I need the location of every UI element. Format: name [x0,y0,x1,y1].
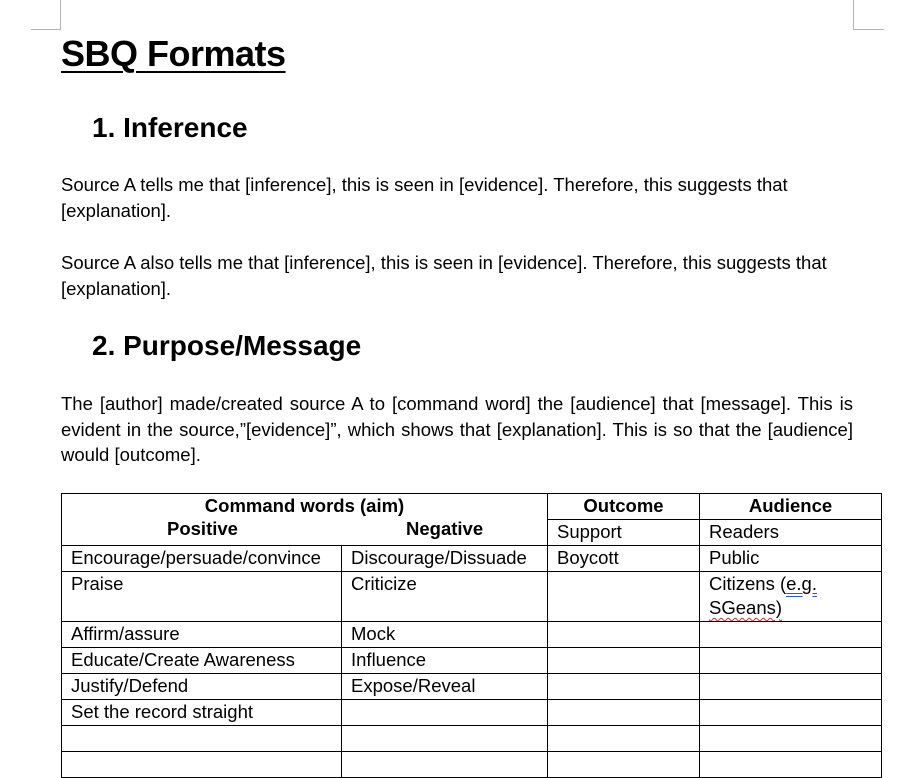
inference-paragraph-1: Source A tells me that [inference], this is seen in [evidence]. Therefore, this suggests that [explanation]. [61,174,788,221]
cell-outcome [548,572,700,622]
cell-positive: Justify/Defend [62,674,342,700]
inference-paragraph-2: Source A also tells me that [inference], this is seen in [evidence]. Therefore, this suggests that [explanation]. [61,252,827,299]
table-row [62,648,882,674]
header-positive: Positive [167,518,238,539]
table-header-row [62,494,882,520]
cell-outcome: Support [548,520,700,546]
cell-audience [700,726,882,752]
table-row [62,546,882,572]
cell-outcome [548,700,700,726]
cell-audience [700,752,882,778]
cell-outcome [548,726,700,752]
cell-negative: Criticize [342,572,548,622]
table-row [62,572,882,622]
cell-positive: Affirm/assure [62,622,342,648]
section-heading-inference: 1. Inference [92,112,248,143]
header-negative: Negative [406,518,484,539]
cell-outcome: Boycott [548,546,700,572]
cell-outcome [548,674,700,700]
cell-audience [700,572,882,622]
cell-audience [700,674,882,700]
cell-negative [342,752,548,778]
cell-outcome [548,648,700,674]
cell-positive [62,726,342,752]
cell-positive: Praise [62,572,342,622]
table-row [62,622,882,648]
cell-negative: Discourage/Dissuade [342,546,548,572]
header-command-words-label: Command words (aim) [204,495,405,516]
cell-audience [700,622,882,648]
audience-citizens-text: Citizens ( [709,573,787,594]
table-row [62,674,882,700]
cell-positive: Educate/Create Awareness [62,648,342,674]
cell-audience: Readers [700,520,882,546]
cell-negative [342,700,548,726]
cell-audience: Public [700,546,882,572]
cell-negative: Expose/Reveal [342,674,548,700]
crop-mark-top-right [853,0,884,30]
command-words-table [61,493,882,778]
audience-eg-text: e.g. [786,573,817,594]
audience-sgeans-text: SGeans) [709,597,783,618]
cell-negative: Mock [342,622,548,648]
table-row-empty [62,726,882,752]
header-command-words [62,494,548,546]
cell-audience [700,648,882,674]
cell-positive: Encourage/persuade/convince [62,546,342,572]
header-outcome: Outcome [548,494,700,520]
crop-mark-top-left [31,0,61,30]
purpose-paragraph: The [author] made/created source A to [command word] the [audience] that [message]. This is evident in the source,”[evidence]”, which shows that [explanation]. This is so that the [audience] would [outcome]. [61,393,853,465]
cell-outcome [548,752,700,778]
cell-positive: Set the record straight [62,700,342,726]
document-title: SBQ Formats [61,33,286,74]
cell-positive [62,752,342,778]
cell-negative [342,726,548,752]
section-heading-purpose-message: 2. Purpose/Message [92,330,362,361]
table-row [62,700,882,726]
table-row-empty [62,752,882,778]
cell-audience [700,700,882,726]
header-audience: Audience [700,494,882,520]
cell-outcome [548,622,700,648]
cell-negative: Influence [342,648,548,674]
